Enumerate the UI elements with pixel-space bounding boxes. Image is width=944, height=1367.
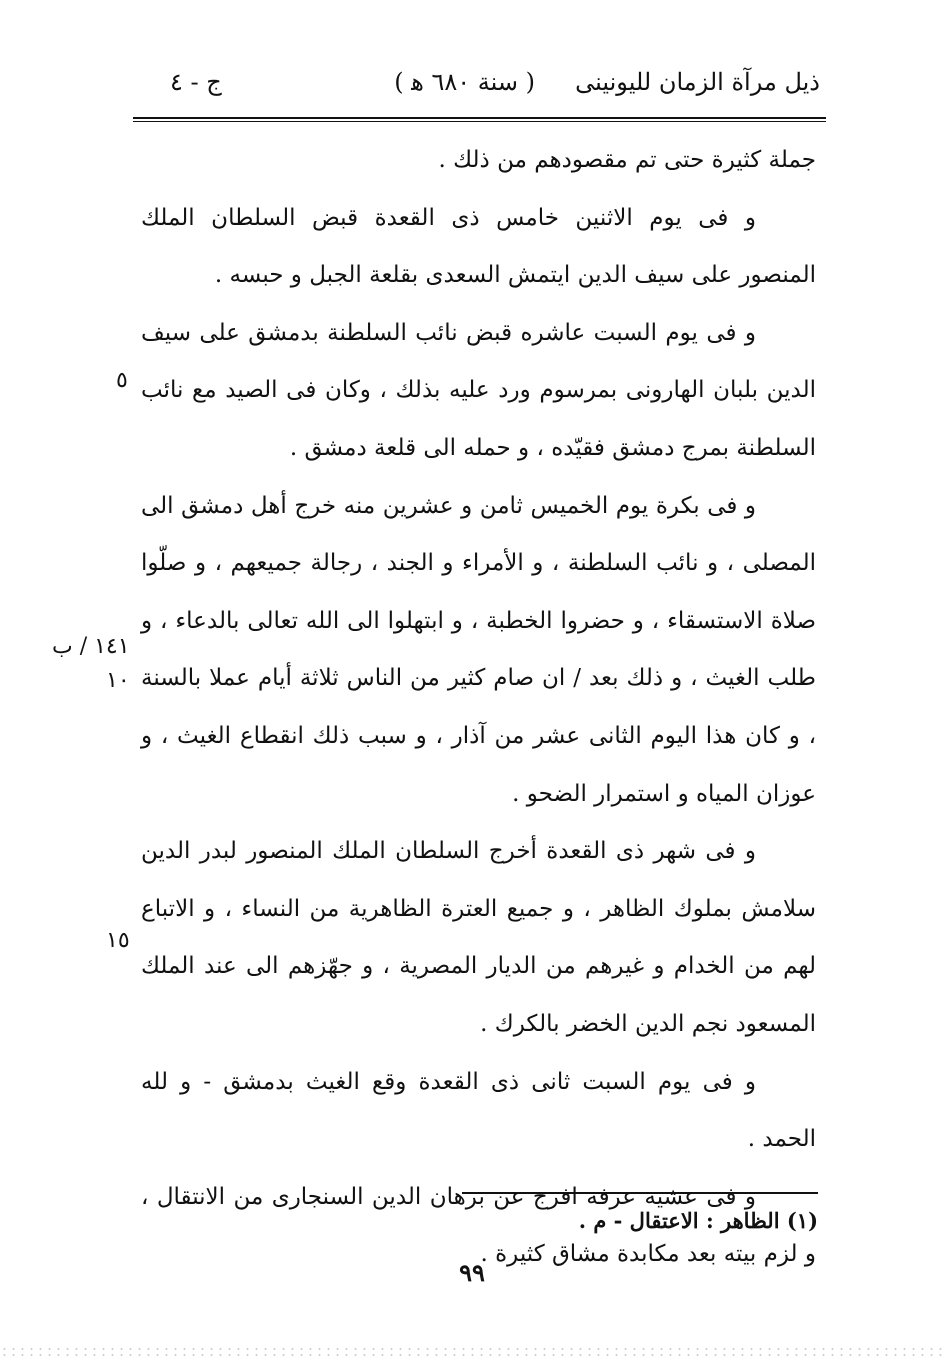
line-number-10: ١٠: [106, 668, 130, 693]
running-header: [130, 62, 825, 112]
paragraph-6: و فى يوم السبت ثانى ذى القعدة وقع الغيث بدمشق - و لله الحمد .: [141, 1068, 816, 1153]
paragraph-3: و فى يوم السبت عاشره قبض نائب السلطنة بدمشق على سيف الدين بلبان الهارونى بمرسوم ورد عليه بذلك ، وكان فى الصيد مع نائب السلطنة بمرج دمشق فقيّده ، و حمله الى قلعة دمشق .: [141, 319, 816, 461]
footnote-rule: [462, 1192, 818, 1194]
paragraph-2: و فى يوم الاثنين خامس ذى القعدة قبض السلطان الملك المنصور على سيف الدين ايتمش السعدى بقلعة الجبل و حبسه .: [141, 204, 816, 289]
folio-marker: ١٤١ / ب: [52, 634, 130, 659]
page-number: ٩٩: [459, 1258, 485, 1287]
line-number-5: ٥: [116, 368, 128, 393]
paragraph-7: و فى عشية عرفة افرج عن برهان الدين السنجارى من الانتقال ، و لزم بيته بعد مكابدة مشاق كثيرة .: [141, 1183, 816, 1268]
paragraph-1: جملة كثيرة حتى تم مقصودهم من ذلك .: [438, 147, 816, 173]
main-text: [141, 132, 816, 1284]
header-book-title: ذيل مرآة الزمان لليونينى: [575, 68, 820, 96]
paragraph-5: و فى شهر ذى القعدة أخرج السلطان الملك المنصور لبدر الدين سلامش بملوك الظاهر ، و جميع العترة الظاهرية من النساء ، و الاتباع لهم من الخدام و غيرهم من الديار المصرية ، و جهّزهم الى عند الملك المسعود نجم الدين الخضر بالكرك .: [141, 838, 816, 1037]
header-volume: ج - ٤: [170, 68, 222, 96]
scan-noise: [0, 1346, 944, 1356]
line-number-15: ١٥: [106, 928, 130, 953]
header-year: ( سنة ٦٨٠ ﻫ ): [394, 68, 535, 96]
header-rule: [133, 117, 826, 122]
paragraph-4: و فى بكرة يوم الخميس ثامن و عشرين منه خرج أهل دمشق الى المصلى ، و نائب السلطنة ، و الأمراء و الجند ، رجالة جميعهم ، و صلّوا صلاة الاستسقاء ، و حضروا الخطبة ، و ابتهلوا الى الله تعالى بالدعاء ، و طلب الغيث ، و ذلك بعد / ان صام كثير من الناس ثلاثة أيام عملا بالسنة ، و كان هذا اليوم الثانى عشر من آذار ، و سبب ذلك انقطاع الغيث ، و عوزان المياه و استمرار الضحو .: [141, 492, 816, 807]
footnote: (١) الظاهر : الاعتقال - م .: [578, 1208, 818, 1233]
